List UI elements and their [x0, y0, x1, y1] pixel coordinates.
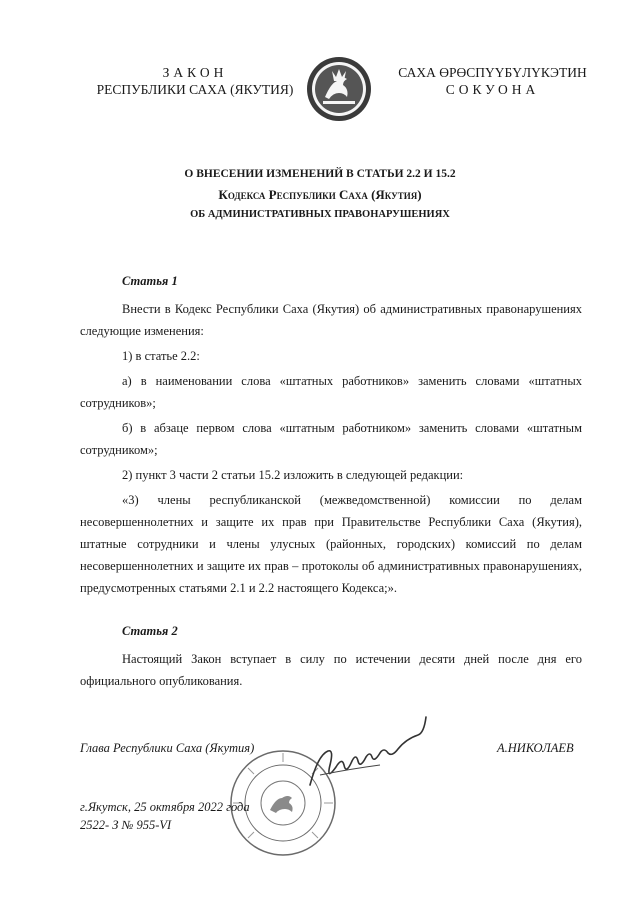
title-line-2: Кодекса Республики Саха (Якутия)	[218, 187, 422, 202]
signatory-position: Глава Республики Саха (Якутия)	[80, 741, 255, 755]
title-line-3: ОБ АДМИНИСТРАТИВНЫХ ПРАВОНАРУШЕНИЯХ	[190, 209, 450, 220]
header-left	[70, 64, 320, 98]
place-and-date: г.Якутск, 25 октября 2022 года	[80, 800, 250, 814]
article-1-paragraph: а) в наименовании слова «штатных работников» заменить словами «штатных сотрудников»;	[80, 374, 582, 410]
article-1-heading: Статья 1	[122, 274, 178, 288]
article-1-paragraph: 2) пункт 3 части 2 статьи 15.2 изложить в следующей редакции:	[122, 468, 464, 482]
law-number: 2522- З № 955-VI	[80, 818, 172, 832]
header-left-law: ЗАКОН	[162, 65, 228, 80]
article-1-paragraph: б) в абзаце первом слова «штатным работником» заменить словами «штатным сотрудником»;	[80, 421, 582, 457]
signatory-name: А.НИКОЛАЕВ	[497, 741, 574, 755]
header-right-law: СОКУОНА	[445, 82, 540, 97]
article-1-paragraph: «3) члены республиканской (межведомственной) комиссии по делам несовершеннолетних и защите их прав при Правительстве Республики Саха (Якутия), штатные сотрудники и члены улусных (районных, городских) комиссий по делам несовершеннолетних и защите их прав – протоколы об административных правонарушениях, предусмотренных статьями 2.1 и 2.2 настоящего Кодекса;».	[80, 493, 582, 595]
law-body	[80, 270, 582, 695]
article-1-paragraph: 1) в статье 2.2:	[122, 349, 200, 363]
law-title	[60, 163, 580, 225]
article-2-paragraph: Настоящий Закон вступает в силу по истечении десяти дней после дня его официального опубликования.	[80, 652, 582, 688]
header-right-republic: САХА ӨРӨСПҮҮБҮЛҮКЭТИН	[398, 65, 587, 80]
coat-of-arms-icon	[305, 55, 373, 123]
header-right	[385, 64, 600, 98]
article-1-paragraph: Внести в Кодекс Республики Саха (Якутия) об административных правонарушениях следующие изменения:	[80, 302, 582, 338]
handwritten-signature-icon	[300, 715, 440, 795]
header-left-republic: РЕСПУБЛИКИ САХА (ЯКУТИЯ)	[96, 82, 294, 97]
article-2-heading: Статья 2	[122, 624, 178, 638]
title-line-1: О ВНЕСЕНИИ ИЗМЕНЕНИЙ В СТАТЬИ 2.2 И 15.2	[184, 168, 456, 180]
